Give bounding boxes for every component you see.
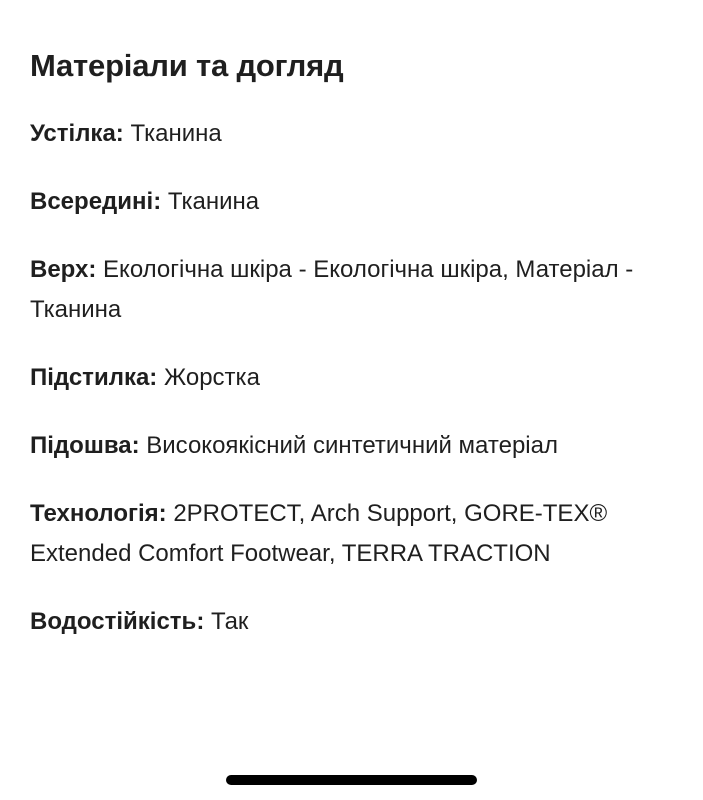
section-title: Матеріали та догляд xyxy=(30,48,344,83)
spec-value: Екологічна шкіра - Екологічна шкіра, Матеріал - Тканина xyxy=(30,256,634,323)
spec-label: Підошва: xyxy=(30,432,140,459)
spec-row-inside xyxy=(30,182,670,222)
spec-label: Підстилка: xyxy=(30,364,158,391)
spec-label: Всередині: xyxy=(30,188,162,215)
spec-row-waterproof xyxy=(30,602,670,642)
home-indicator[interactable] xyxy=(226,775,477,785)
spec-value: Так xyxy=(210,608,249,635)
spec-label: Верх: xyxy=(30,256,97,283)
spec-row-technology xyxy=(30,494,670,574)
spec-value: Високоякісний синтетичний матеріал xyxy=(146,432,558,459)
spec-value: Тканина xyxy=(167,188,260,215)
spec-row-upper xyxy=(30,250,670,330)
spec-row-insole xyxy=(30,114,670,154)
spec-value: Жорстка xyxy=(163,364,260,391)
spec-row-sole xyxy=(30,426,670,466)
materials-care-section xyxy=(30,44,670,670)
spec-row-lining xyxy=(30,358,670,398)
spec-label: Водостійкість: xyxy=(30,608,205,635)
spec-value: 2PROTECT, Arch Support, GORE-TEX® Extended Comfort Footwear, TERRA TRACTION xyxy=(30,500,608,567)
spec-label: Технологія: xyxy=(30,500,167,527)
spec-value: Тканина xyxy=(130,120,222,147)
spec-label: Устілка: xyxy=(30,120,124,147)
